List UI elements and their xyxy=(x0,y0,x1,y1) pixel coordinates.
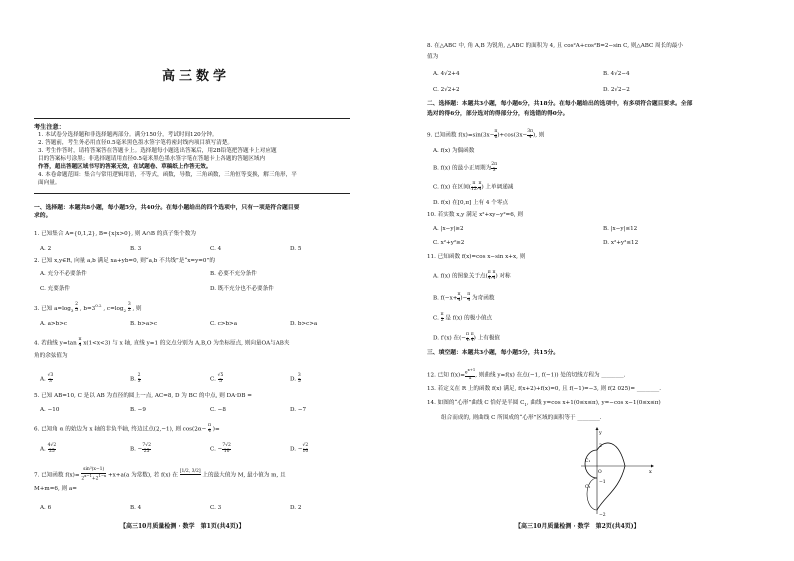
notes-rule xyxy=(34,193,350,194)
q11-option-d: D. f′(x) 在(− $\frac{\pi}{4}$ , $\frac{\pi}{4}$ ) 上有极值 xyxy=(433,332,501,343)
question-3-stem: 3. 已知 $a=\log_3$ $\frac{2}{5}$ , $b=3^{0.2}$ , $c=\log_2$ $\frac{3}{2}$ , 则 xyxy=(34,302,142,313)
label-neg1: −1 xyxy=(599,480,606,485)
q11-option-c: C. $\frac{\pi}{2}$ 是 f(x) 的极小值点 xyxy=(433,312,493,323)
note-line: 3. 考生作答时，请将答案答在答题卡上。选择题每小题选出答案后，用2B铅笔把答题卡上对应题 xyxy=(38,148,277,154)
q2-option-c: C. 充要条件 xyxy=(40,286,71,292)
question-7-stem-cont: M+m=6, 则 a= xyxy=(34,486,77,492)
note-line: 1. 本试卷分选择题和非选择题两部分。满分150分，考试时间120分钟。 xyxy=(38,132,218,138)
q8-option-b: B. 4√2−4 xyxy=(603,71,630,77)
q5-option-c: C. −8 xyxy=(210,407,226,413)
q1-option-d: D. 5 xyxy=(290,246,302,252)
q1-option-a: A. 2 xyxy=(40,246,52,252)
q11-option-b: B. f(−x+ $\frac{\pi}{4}$ )− $\frac{\pi}{4}$ 为奇函数 xyxy=(433,292,495,303)
q10-option-b: B. |x−y|≤12 xyxy=(603,226,638,232)
note-line: 作答，超出答题区域书写的答案无效，在试题卷、草稿纸上作答无效。 xyxy=(38,164,212,170)
semicircle-c2 xyxy=(587,478,597,510)
heart-curve-figure xyxy=(577,426,657,518)
q4-option-c: C. $\frac{√5}{5}$ xyxy=(210,373,224,384)
q1-option-b: B. 3 xyxy=(130,246,142,252)
section-1-heading: 一、选择题：本题共8小题，每小题5分，共40分。在每小题给出的四个选项中，只有一项是符合题目要 xyxy=(34,205,300,211)
q9-option-c: C. f(x) 在区间( $\frac{\pi}{12}$ , $\frac{\pi}{4}$ ) 上单调递减 xyxy=(433,181,514,192)
q3-option-a: A. a>b>c xyxy=(40,321,68,327)
q9-option-a: A. f(x) 为偶函数 xyxy=(433,148,475,154)
q5-option-b: B. −9 xyxy=(130,407,146,413)
q7-option-b: B. 4 xyxy=(130,505,142,511)
q10-option-c: C. x²+y²≥2 xyxy=(433,240,465,246)
q5-option-a: A. −10 xyxy=(40,407,60,413)
question-6-stem: 6. 已知角 α 的始边为 x 轴的非负半轴, 终边过点(2,−1), 则 cos(2α− $\frac{\pi}{4}$ )= xyxy=(34,423,220,434)
question-11-stem: 11. 已知函数 f(x)=cos x−sin x+x, 则 xyxy=(427,254,526,260)
label-y: y xyxy=(599,430,602,436)
note-line: 面向量。 xyxy=(38,180,61,186)
question-8-stem-cont: 值为 xyxy=(427,54,439,60)
question-4-stem-cont: 角的余弦值为 xyxy=(34,353,68,359)
x-axis-arrow xyxy=(651,465,654,468)
section-1-heading-cont: 求的。 xyxy=(34,213,52,219)
q3-option-d: D. b>c>a xyxy=(290,321,318,327)
label-c1: C₁ xyxy=(585,459,591,464)
section-2-heading: 二、选择题：本题共3小题，每小题6分，共18分。在每小题给出的选项中，有多项符合题目要求。全部 xyxy=(427,101,693,107)
question-5-stem: 5. 已知 AB=10, C 是以 AB 为直径的圆上一点, AC=8, D 为 BC 的中点, 则 DA·DB = xyxy=(34,393,252,399)
label-origin: O xyxy=(598,470,602,475)
note-line: 4. 本卷命题范围：集合与常用逻辑用语，不等式，函数，导数，三角函数，三角恒等变换，解三角形，平 xyxy=(38,172,297,178)
note-line: 目的答案标号涂黑；非选择题请用直径0.5毫米黑色墨水签字笔在答题卡上各题的答题区域内 xyxy=(38,156,266,162)
question-14-stem: 14. 如图的“心形”曲线 C 恰好是半圆 $C_1$, 曲线 y=cos x+1(0≤x≤π), y=−cos x−1(0≤x≤π) xyxy=(427,400,661,408)
q8-option-d: D. 2√2−2 xyxy=(603,87,630,93)
question-1-stem: 1. 已知集合 A={0,1,2}, B={x|x>0}, 则 A∩B 的真子集个数为 xyxy=(34,231,196,237)
label-x: x xyxy=(649,469,652,475)
right-page xyxy=(397,0,794,561)
q11-option-a: A. f(x) 的图象关于点( $\frac{\pi}{4}$ , $\frac{\pi}{4}$ ) 对称 xyxy=(433,270,511,281)
q8-option-c: C. 2√2+2 xyxy=(433,87,460,93)
q4-option-d: D. $\frac{3}{5}$ xyxy=(290,373,301,384)
page-title: 高三数学 xyxy=(162,69,231,84)
q2-option-a: A. 充分不必要条件 xyxy=(40,271,87,277)
label-c2: C₂ xyxy=(585,485,591,490)
question-2-stem: 2. 已知 x,y∈R, 向量 a,b 满足 xa+yb=0, 则“a,b 不共线”是“x=y=0”的 xyxy=(34,258,215,264)
q6-option-b: B. − $\frac{7√2}{25}$ xyxy=(130,443,151,454)
label-2: 2 xyxy=(599,444,602,449)
question-12-stem: 12. 已知 f(x)= $\frac{e^{x+1}}{x}$ , 则曲线 y=f(x) 在点(−1, f(−1)) 处的切线方程为 ________. xyxy=(427,368,626,382)
question-10-stem: 10. 若实数 x,y 满足 x²+xy−y²=6, 则 xyxy=(427,212,523,218)
page-footer-1: 【高三10月质量检测 · 数学 第1页(共4页)】 xyxy=(120,523,245,530)
q6-option-c: C. − $\frac{7√2}{10}$ xyxy=(210,443,231,454)
q2-option-d: D. 既不充分也不必要条件 xyxy=(210,286,274,292)
question-8-stem: 8. 在△ABC 中, 角 A,B 为锐角, △ABC 的面积为 4, 且 cos²A+cos²B=2−sin C, 则△ABC 周长的最小 xyxy=(427,43,683,49)
question-9-stem: 9. 已知函数 f(x)=sin(3x− $\frac{\pi}{6}$ )+cos(3x− $\frac{3\pi}{4}$ ), 则 xyxy=(427,129,545,140)
q6-option-a: A. $\frac{4√2}{25}$ xyxy=(40,443,57,454)
q7-option-a: A. 6 xyxy=(40,505,52,511)
q2-option-b: B. 必要不充分条件 xyxy=(210,271,257,277)
q5-option-d: D. −7 xyxy=(290,407,307,413)
q3-option-c: C. c>b>a xyxy=(210,321,238,327)
q6-option-d: D. − $\frac{√2}{10}$ xyxy=(290,443,309,454)
section-3-heading: 三、填空题：本题共3小题，每小题5分，共15分。 xyxy=(427,350,560,356)
question-14-stem-cont: 组合而成的, 则曲线 C 所围成的“心形”区域的面积等于 ________. xyxy=(441,415,602,421)
q10-option-d: D. x²+y²≤12 xyxy=(603,240,639,246)
section-2-heading-cont: 选对的得6分，部分选对的得部分分，有选错的得0分。 xyxy=(427,111,569,117)
semicircle-c1 xyxy=(585,450,597,478)
q7-option-c: C. 3 xyxy=(210,505,222,511)
question-4-stem: 4. 若曲线 y=tan $\frac{\pi}{4}$ x(1<x<3) 与 x 轴, 直线 y=1 的交点分别为 A,B,O 为坐标原点, 则向量OA与AB夹 xyxy=(34,337,290,348)
q9-option-d: D. f(x) 在[0,π] 上有 4 个零点 xyxy=(433,200,509,206)
q7-option-d: D. 2 xyxy=(290,505,302,511)
q9-option-b: B. f(x) 的最小正周期为 $\frac{2\pi}{3}$ xyxy=(433,162,498,173)
q10-option-a: A. |x−y|≥2 xyxy=(433,226,464,232)
note-line: 2. 答题前，考生务必用直径0.5毫米黑色墨水签字笔将密封线内项目填写清楚。 xyxy=(38,140,234,146)
title-rule xyxy=(34,118,350,119)
q8-option-a: A. 4√2+4 xyxy=(433,71,460,77)
page-footer-2: 【高三10月质量检测 · 数学 第2页(共4页)】 xyxy=(515,523,640,530)
notes-heading: 考生注意： xyxy=(34,124,65,131)
question-7-stem: 7. 已知函数 f(x)= $\frac{\text{sin³(x−1)}}{2^{x-1}+2^{1-x}}$ +x+a(a 为常数), 若 f(x) 在 [1/2, 3/2] 上的最大值为 M, 最小值为 m, 且 xyxy=(34,467,286,482)
q1-option-c: C. 4 xyxy=(210,246,222,252)
q4-option-b: B. $\frac{2}{3}$ xyxy=(130,373,141,384)
cosine-curve xyxy=(597,443,625,510)
label-neg2: −2 xyxy=(599,513,606,518)
q3-option-b: B. b>a>c xyxy=(130,321,158,327)
question-13-stem: 13. 若定义在 R 上的函数 f(x) 满足, f(x+2)+f(x)=0, 且 f(−1)=−3, 则 f(2 025)= ________. xyxy=(427,386,661,392)
q4-option-a: A. $\frac{√3}{3}$ xyxy=(40,373,54,384)
